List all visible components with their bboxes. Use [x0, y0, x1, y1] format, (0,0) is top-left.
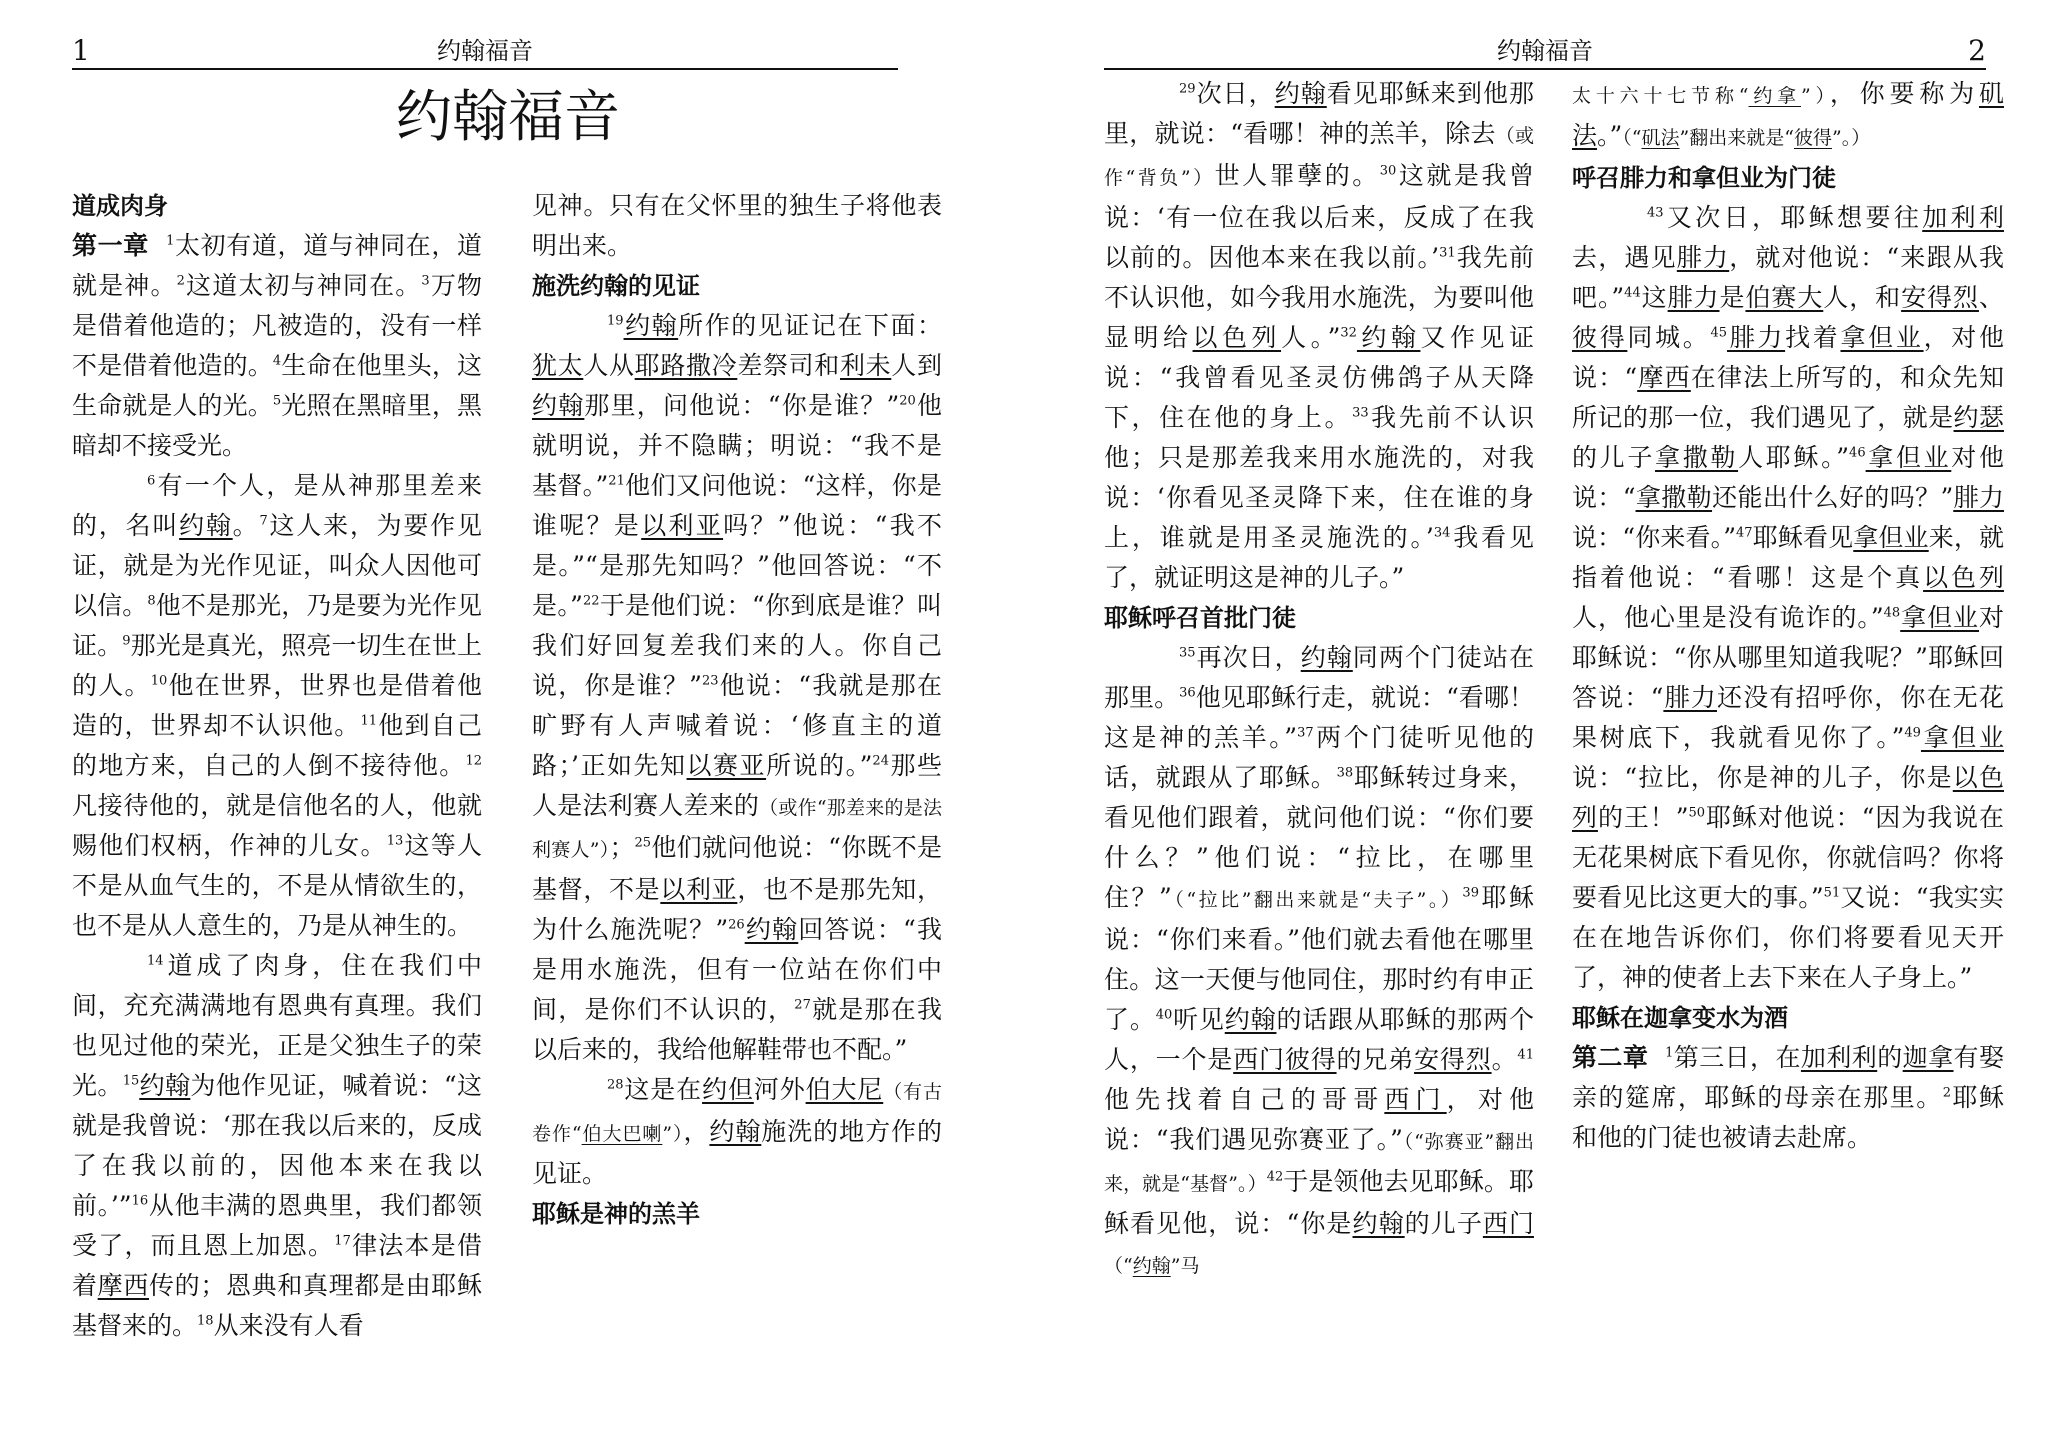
verse-number: 32	[1340, 325, 1357, 341]
verse-number: 45	[1710, 325, 1728, 341]
column-left-1	[72, 186, 482, 1346]
verse-number: 50	[1688, 805, 1706, 821]
verse-number: 27	[794, 997, 811, 1013]
verse-number: 3	[421, 273, 430, 289]
verse-number: 14	[147, 953, 164, 969]
column-left-2	[532, 186, 942, 1234]
page-header	[1104, 34, 1986, 70]
verse-number: 46	[1849, 445, 1866, 461]
section-heading: 呼召腓力和拿但业为门徒	[1572, 164, 1836, 192]
running-head: 约翰福音	[1497, 37, 1593, 65]
verse-number: 25	[634, 835, 652, 851]
verse-number: 20	[899, 393, 916, 409]
chapter-label: 第一章	[72, 231, 149, 260]
verse-number: 39	[1462, 885, 1479, 901]
verse-number: 43	[1647, 205, 1664, 221]
verse-number: 41	[1517, 1047, 1534, 1063]
paragraph: 第二章 $^1$第三日，在加利利的迦拿有娶亲的筵席，耶稣的母亲在那里。$^2$耶稣和他的门徒也被请去赴席。	[1572, 1043, 2004, 1152]
paragraph: 第一章 $^1$太初有道，道与神同在，道就是神。$^2$这道太初与神同在。$^3$万物是借着他造的；凡被造的，没有一样不是借着他造的。$^4$生命在他里头，这生命就是人的光。$^5$光照在黑暗里，黑暗却不接受光。	[72, 231, 482, 460]
verse-number: 13	[386, 833, 404, 849]
paragraph: $^{28}$这是在约但河外伯大尼（有古卷作“伯大巴喇”），约翰施洗的地方作的见证。	[532, 1075, 942, 1188]
verse-number: 22	[582, 593, 600, 609]
verse-number: 38	[1336, 765, 1354, 781]
page-number: 1	[72, 34, 90, 67]
verse-number: 28	[607, 1077, 624, 1093]
verse-number: 2	[176, 273, 185, 289]
verse-number: 18	[197, 1313, 214, 1329]
paragraph: $^6$有一个人，是从神那里差来的，名叫约翰。$^7$这人来，为要作见证，就是为光作见证，叫众人因他可以信。$^8$他不是那光，乃是要为光作见证。$^9$那光是真光，照亮一切生在世上的人。$^{10}$他在世界，世界也是借着他造的，世界却不认识他。$^{11}$他到自己的地方来，自己的人倒不接待他。$^{12}$凡接待他的，就是信他名的人，他就赐他们权柄，作神的儿女。$^{13}$这等人不是从血气生的，不是从情欲生的，也不是从人意生的，乃是从神生的。	[72, 471, 482, 940]
section-heading: 耶稣呼召首批门徒	[1104, 604, 1296, 632]
verse-number: 12	[465, 753, 482, 769]
verse-number: 11	[360, 713, 378, 729]
verse-number: 9	[122, 633, 131, 649]
verse-number: 30	[1379, 163, 1397, 179]
verse-number: 49	[1904, 725, 1921, 741]
verse-number: 15	[122, 1073, 140, 1089]
verse-number: 7	[259, 513, 268, 529]
page-number: 2	[1968, 34, 1986, 67]
verse-number: 16	[131, 1193, 149, 1209]
page-header	[72, 34, 898, 70]
verse-number: 33	[1352, 405, 1369, 421]
page-2	[1024, 0, 2048, 1447]
verse-number: 24	[872, 753, 889, 769]
verse-number: 1	[166, 233, 175, 249]
paragraph: $^{35}$再次日，约翰同两个门徒站在那里。$^{36}$他见耶稣行走，就说：“看哪！这是神的羔羊。”$^{37}$两个门徒听见他的话，就跟从了耶稣。$^{38}$耶稣转过身来，看见他们跟着，就问他们说：“你们要什么？”他们说：“拉比，在哪里住？”（“拉比”翻出来就是“夫子”。）$^{39}$耶稣说：“你们来看。”他们就去看他在哪里住。这一天便与他同住，那时约有申正了。$^{40}$听见约翰的话跟从耶稣的那两个人，一个是西门彼得的兄弟安得烈。$^{41}$他先找着自己的哥哥西门，对他说：“我们遇见弥赛亚了。”（“弥赛亚”翻出来，就是“基督”。）$^{42}$于是领他去见耶稣。耶稣看见他，说：“你是约翰的儿子西门（“约翰”马	[1104, 643, 1534, 1277]
verse-number: 31	[1439, 245, 1456, 261]
paragraph: 太十六十七节称“约拿”），你要称为矶法。”（“矶法”翻出来就是“彼得”。）	[1572, 79, 2004, 150]
verse-number: 10	[150, 673, 168, 689]
running-head: 约翰福音	[437, 37, 533, 65]
verse-number: 42	[1266, 1169, 1284, 1185]
paragraph: $^{43}$又次日，耶稣想要往加利利去，遇见腓力，就对他说：“来跟从我吧。”$^{44}$这腓力是伯赛大人，和安得烈、彼得同城。$^{45}$腓力找着拿但业，对他说：“摩西在律法上所写的，和众先知所记的那一位，我们遇见了，就是约瑟的儿子拿撒勒人耶稣。”$^{46}$拿但业对他说：“拿撒勒还能出什么好的吗？”腓力说：“你来看。”$^{47}$耶稣看见拿但业来，就指着他说：“看哪！这是个真以色列人，他心里是没有诡诈的。”$^{48}$拿但业对耶稣说：“你从哪里知道我呢？”耶稣回答说：“腓力还没有招呼你，你在无花果树底下，我就看见你了。”$^{49}$拿但业说：“拉比，你是神的儿子，你是以色列的王！”$^{50}$耶稣对他说：“因为我说在无花果树底下看见你，你就信吗？你将要看见比这更大的事。”$^{51}$又说：“我实实在在地告诉你们，你们将要看见天开了，神的使者上去下来在人子身上。”	[1572, 203, 2004, 992]
section-heading: 施洗约翰的见证	[532, 272, 700, 300]
paragraph: $^{14}$道成了肉身，住在我们中间，充充满满地有恩典有真理。我们也见过他的荣光，正是父独生子的荣光。$^{15}$约翰为他作见证，喊着说：“这就是我曾说：‘那在我以后来的，反成了在我以前的，因他本来在我以前。’”$^{16}$从他丰满的恩典里，我们都领受了，而且恩上加恩。$^{17}$律法本是借着摩西传的；恩典和真理都是由耶稣基督来的。$^{18}$从来没有人看	[72, 951, 482, 1340]
paragraph: $^{29}$次日，约翰看见耶稣来到他那里，就说：“看哪！神的羔羊，除去（或作“背负”）世人罪孽的。$^{30}$这就是我曾说：‘有一位在我以后来，反成了在我以前的。因他本来在我以前。’$^{31}$我先前不认识他，如今我用水施洗，为要叫他显明给以色列人。”$^{32}$约翰又作见证说：“我曾看见圣灵仿佛鸽子从天降下，住在他的身上。$^{33}$我先前不认识他；只是那差我来用水施洗的，对我说：‘你看见圣灵降下来，住在谁的身上，谁就是用圣灵施洗的。’$^{34}$我看见了，就证明这是神的儿子。”	[1104, 79, 1534, 592]
section-heading: 耶稣在迦拿变水为酒	[1572, 1004, 1788, 1032]
section-heading: 道成肉身	[72, 192, 168, 220]
verse-number: 36	[1179, 685, 1196, 701]
section-heading: 耶稣是神的羔羊	[532, 1200, 700, 1228]
verse-number: 35	[1179, 645, 1196, 661]
verse-number: 47	[1736, 525, 1753, 541]
verse-number: 8	[147, 593, 156, 609]
verse-number: 21	[608, 473, 625, 489]
verse-number: 2	[1942, 1085, 1952, 1101]
paragraph: $^{19}$约翰所作的见证记在下面：犹太人从耶路撒冷差祭司和利未人到约翰那里，问他说：“你是谁？”$^{20}$他就明说，并不隐瞒；明说：“我不是基督。”$^{21}$他们又问他说：“这样，你是谁呢？是以利亚吗？”他说：“我不是。”“是那先知吗？”他回答说：“不是。”$^{22}$于是他们说：“你到底是谁？叫我们好回复差我们来的人。你自己说，你是谁？”$^{23}$他说：“我就是那在旷野有人声喊着说：‘修直主的道路；’正如先知以赛亚所说的。”$^{24}$那些人是法利赛人差来的（或作“那差来的是法利赛人”）；$^{25}$他们就问他说：“你既不是基督，不是以利亚，也不是那先知，为什么施洗呢？”$^{26}$约翰回答说：“我是用水施洗，但有一位站在你们中间，是你们不认识的，$^{27}$就是那在我以后来的，我给他解鞋带也不配。”	[532, 311, 942, 1064]
verse-number: 37	[1297, 725, 1314, 741]
verse-number: 29	[1179, 81, 1196, 97]
verse-number: 6	[147, 473, 156, 489]
chapter-label: 第二章	[1572, 1043, 1649, 1072]
book-title: 约翰福音	[396, 85, 620, 150]
verse-number: 34	[1433, 525, 1451, 541]
verse-number: 26	[728, 917, 745, 933]
verse-number: 51	[1823, 885, 1841, 901]
verse-number: 48	[1883, 605, 1901, 621]
verse-number: 23	[701, 673, 719, 689]
verse-number: 1	[1665, 1045, 1674, 1061]
verse-number: 44	[1624, 285, 1641, 301]
verse-number: 17	[334, 1233, 351, 1249]
column-right-1	[1104, 74, 1534, 1286]
column-right-2	[1572, 74, 2004, 1158]
verse-number: 5	[272, 393, 282, 409]
verse-number: 40	[1155, 1007, 1173, 1023]
verse-number: 4	[272, 353, 282, 369]
paragraph: 见神。只有在父怀里的独生子将他表明出来。	[532, 191, 942, 260]
verse-number: 19	[607, 313, 624, 329]
